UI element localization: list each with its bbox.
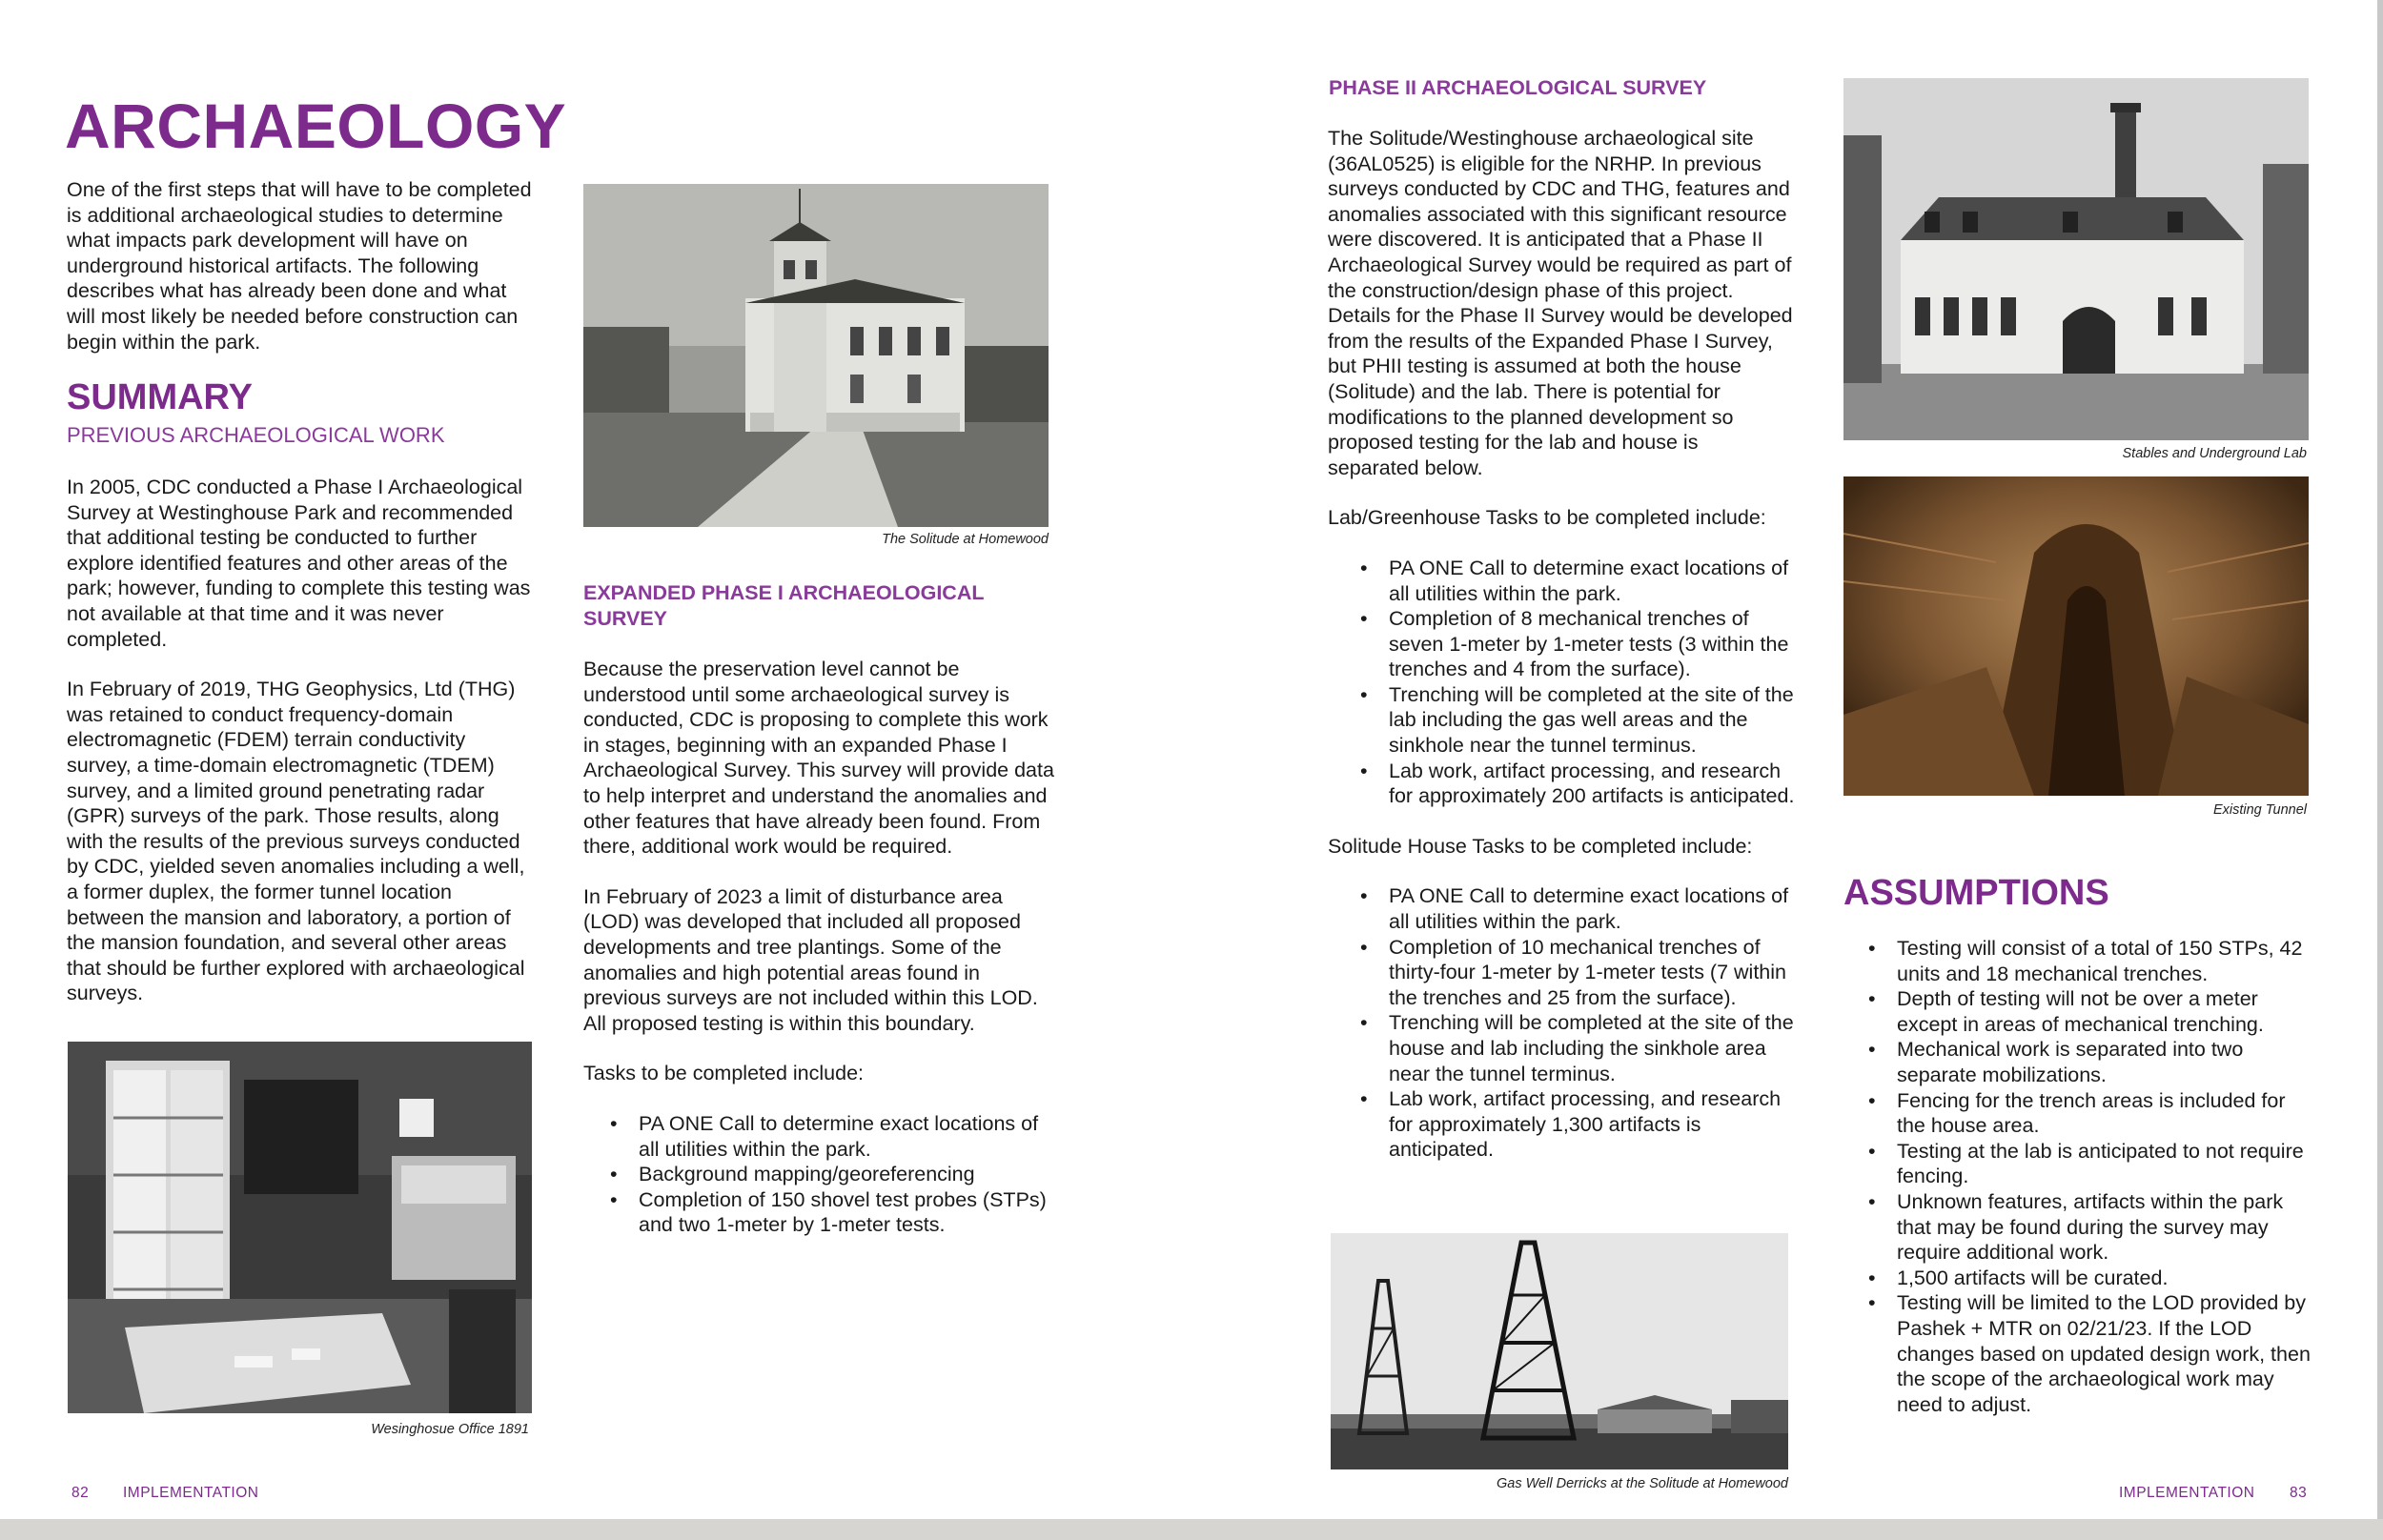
photo-office-caption: Wesinghosue Office 1891 (371, 1422, 529, 1437)
previous-work-text (67, 475, 534, 1006)
lab-tasks-intro: Lab/Greenhouse Tasks to be completed include: (1328, 506, 1766, 530)
bottom-edge-strip (0, 1519, 2383, 1540)
expanded-paragraph-1: Because the preservation level cannot be understood until some archaeological survey is conducted, CDC is proposing to complete this work in stages, beginning with an expanded Phase I Archaeological Survey. This survey will provide data to help interpret and understand the anomalies and other features that have already been found. From there, additional work would be required. (583, 658, 1054, 859)
summary-heading: SUMMARY (67, 377, 253, 417)
expanded-paragraph-2: In February of 2023 a limit of disturbance area (LOD) was developed that included all proposed developments and tree plantings. Some of the anomalies and high potential areas found in previous surveys are not included within this LOD. All proposed testing is within this boundary. (583, 884, 1038, 1035)
list-item: • Lab work, artifact processing, and research for approximately 1,300 artifacts is anticipated. (1351, 1086, 1797, 1163)
assumptions-list (1859, 936, 2316, 1417)
intro-paragraph: One of the first steps that will have to be completed is additional archaeological studies to determine what impacts park development will have on underground historical artifacts. The following describes what has already been done and what will most likely be needed before construction can begin within the park. (67, 178, 532, 354)
footer-page-number-left: 82 (71, 1485, 90, 1501)
expanded-phase1-heading: EXPANDED PHASE I ARCHAEOLOGICAL SURVEY (583, 581, 985, 630)
photo-solitude-caption: The Solitude at Homewood (882, 532, 1049, 547)
photo-solitude (583, 184, 1049, 527)
tasks-list (601, 1111, 1049, 1238)
list-item: • Fencing for the trench areas is included for the house area. (1859, 1088, 2316, 1139)
lab-tasks-list (1351, 556, 1797, 809)
list-item: • PA ONE Call to determine exact locations of all utilities within the park. (1351, 556, 1797, 606)
list-item: • 1,500 artifacts will be curated. (1859, 1266, 2316, 1291)
house-tasks-list (1351, 883, 1797, 1163)
list-item: • Trenching will be completed at the site of the house and lab including the sinkhole area near the tunnel terminus. (1351, 1010, 1797, 1086)
assumptions-heading: ASSUMPTIONS (1843, 873, 2109, 913)
photo-derricks-caption: Gas Well Derricks at the Solitude at Homewood (1497, 1476, 1788, 1491)
previous-work-paragraph-1: In 2005, CDC conducted a Phase I Archaeological Survey at Westinghouse Park and recommended that additional testing be conducted to further explore identified features and other areas of the park; however, funding to complete this testing was not available at that time and it was never completed. (67, 476, 531, 651)
previous-work-heading: PREVIOUS ARCHAEOLOGICAL WORK (67, 423, 445, 447)
list-item: • Completion of 150 shovel test probes (STPs) and two 1-meter by 1-meter tests. (601, 1187, 1049, 1238)
list-item: • Testing will be limited to the LOD provided by Pashek + MTR on 02/21/23. If the LOD changes based on updated design work, then the scope of the archaeological work may need to adjust. (1859, 1290, 2316, 1417)
photo-gas-well-derricks (1331, 1233, 1788, 1469)
list-item: • PA ONE Call to determine exact locations of all utilities within the park. (601, 1111, 1049, 1162)
photo-tunnel-caption: Existing Tunnel (2212, 802, 2307, 818)
list-item: • Mechanical work is separated into two separate mobilizations. (1859, 1037, 2316, 1087)
list-item: • Background mapping/georeferencing (601, 1162, 1049, 1187)
photo-existing-tunnel (1843, 476, 2309, 796)
page-title: ARCHAEOLOGY (65, 91, 567, 161)
previous-work-paragraph-2: In February of 2019, THG Geophysics, Ltd (THG) was retained to conduct frequency-domain electromagnetic (FDEM) terrain conductivity survey, a time-domain electromagnetic (TDEM) survey, and a limited ground penetrating radar (GPR) surveys of the park. Those results, along with the results of the previous surveys conducted by CDC, yielded seven anomalies including a well, a former duplex, the former tunnel location between the mansion and laboratory, a portion of the mansion foundation, and several other areas that should be further explored with archaeological surveys. (67, 678, 525, 1005)
house-tasks-intro: Solitude House Tasks to be completed include: (1328, 834, 1753, 858)
page-edge (2377, 0, 2383, 1519)
list-item: • Trenching will be completed at the site of the lab including the gas well areas and the sinkhole near the tunnel terminus. (1351, 682, 1797, 759)
footer-label-left: IMPLEMENTATION (123, 1485, 259, 1501)
list-item: • Testing will consist of a total of 150 STPs, 42 units and 18 mechanical trenches. (1859, 936, 2316, 986)
tasks-intro: Tasks to be completed include: (583, 1062, 864, 1085)
photo-stables-lab (1843, 78, 2309, 440)
footer-page-number-right: 83 (2290, 1485, 2308, 1501)
list-item: • Completion of 8 mechanical trenches of seven 1-meter by 1-meter tests (3 within the trenches and 4 from the surface). (1351, 606, 1797, 682)
photo-westinghouse-office (68, 1042, 532, 1413)
phase2-heading: PHASE II ARCHAEOLOGICAL SURVEY (1329, 76, 1707, 99)
list-item: • Depth of testing will not be over a meter except in areas of mechanical trenching. (1859, 986, 2316, 1037)
photo-stables-caption: Stables and Underground Lab (2122, 446, 2307, 461)
list-item: • Completion of 10 mechanical trenches of thirty-four 1-meter by 1-meter tests (7 within the trenches and 25 from the surface). (1351, 935, 1797, 1011)
phase2-text (1328, 126, 1795, 1163)
footer-label-right: IMPLEMENTATION (2119, 1485, 2255, 1501)
list-item: • Testing at the lab is anticipated to not require fencing. (1859, 1139, 2316, 1189)
list-item: • Unknown features, artifacts within the park that may be found during the survey may require additional work. (1859, 1189, 2316, 1266)
expanded-phase1-text (583, 657, 1055, 1238)
list-item: • Lab work, artifact processing, and research for approximately 200 artifacts is anticipated. (1351, 759, 1797, 809)
list-item: • PA ONE Call to determine exact locations of all utilities within the park. (1351, 883, 1797, 934)
phase2-paragraph: The Solitude/Westinghouse archaeological site (36AL0525) is eligible for the NRHP. In previous surveys conducted by CDC and THG, features and anomalies associated with this significant resource were discovered. It is anticipated that a Phase II Archaeological Survey would be required as part of the construction/design phase of this project. Details for the Phase II Survey would be developed from the results of the Expanded Phase I Survey, but PHII testing is assumed at both the house (Solitude) and the lab. There is potential for modifications to the planned development so proposed testing for the lab and house is separated below. (1328, 127, 1793, 479)
